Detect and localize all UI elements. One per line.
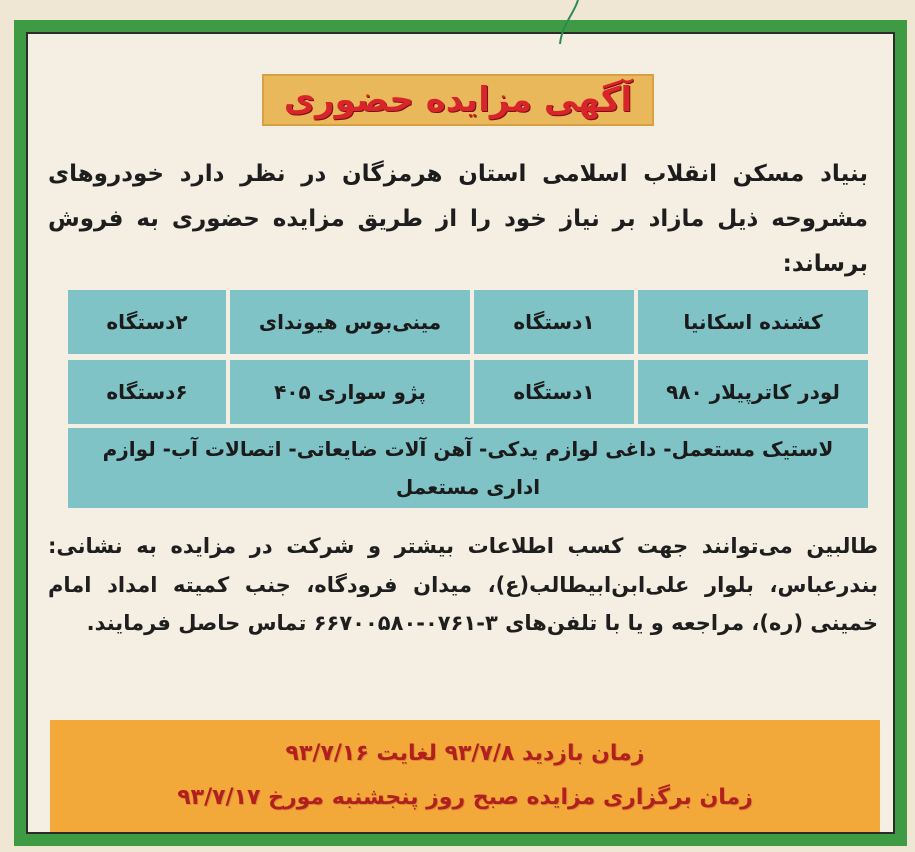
intro-text: در نظر دارد خودروهای مشروحه ذیل مازاد بر نیاز خود را از طریق مزایده حضوری به فروش برساند: (48, 161, 868, 277)
table-cell: ۶دستگاه (66, 358, 228, 426)
visit-date: زمان بازدید ۹۳/۷/۸ لغایت ۹۳/۷/۱۶ (285, 741, 645, 766)
auction-date: زمان برگزاری مزایده صبح روز پنجشنبه مورخ ۹۳/۷/۱۷ (177, 785, 753, 810)
table-cell: مینی‌بوس هیوندای (228, 288, 472, 356)
table-cell: کشنده اسکانیا (636, 288, 870, 356)
title-banner (262, 74, 654, 126)
schedule-box (50, 720, 880, 832)
organization-name: بنیاد مسکن انقلاب اسلامی استان هرمزگان (342, 161, 868, 187)
table-cell: لودر کاترپیلار ۹۸۰ (636, 358, 870, 426)
table-row (66, 288, 870, 356)
ad-title: آگهی مزایده حضوری (283, 80, 633, 120)
table-cell: ۲دستگاه (66, 288, 228, 356)
pen-scribble-icon (548, 0, 588, 56)
misc-items-cell: لاستیک مستعمل- داغی لوازم یدکی- آهن آلات ضایعاتی- اتصالات آب- لوازم اداری مستعمل (66, 426, 870, 510)
contact-paragraph: طالبین می‌توانند جهت کسب اطلاعات بیشتر و شرکت در مزایده به نشانی: بندرعباس، بلوار علی‌ابن‌ابیطالب(ع)، میدان فرودگاه، جنب کمیته امداد امام خمینی (ره)، مراجعه و یا با تلفن‌های ۳-۰۷۶۱-۶۶۷۰۰۵۸۰ تماس حاصل فرمایند. (48, 534, 878, 635)
table-cell: ۱دستگاه (472, 288, 636, 356)
table-cell: پژو سواری ۴۰۵ (228, 358, 472, 426)
table-cell: ۱دستگاه (472, 358, 636, 426)
intro-paragraph (48, 152, 868, 287)
vehicles-table (66, 288, 870, 512)
table-row (66, 358, 870, 426)
